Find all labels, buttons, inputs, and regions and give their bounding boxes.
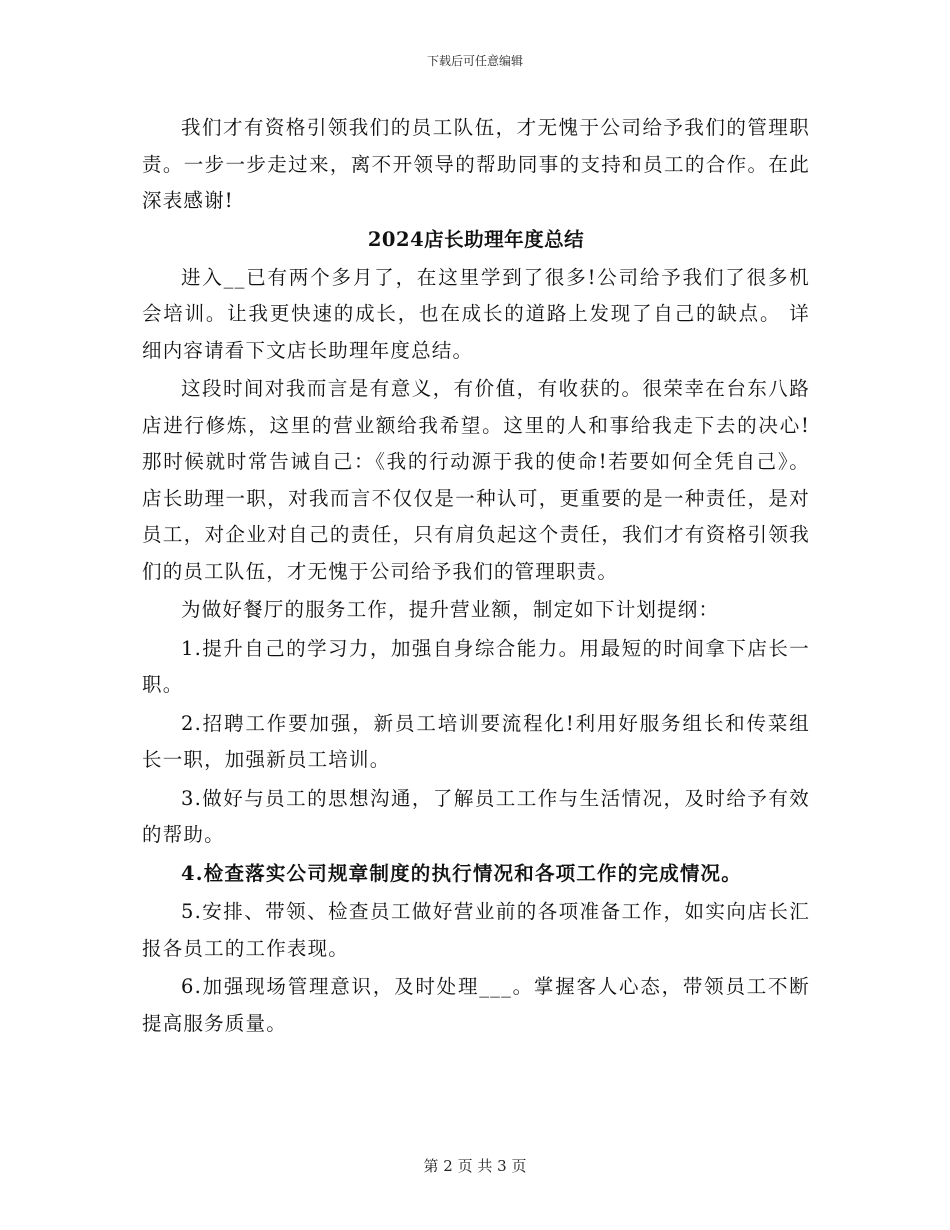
document-body	[142, 110, 810, 1042]
paragraph-plan-lead: 为做好餐厅的服务工作，提升营业额，制定如下计划提纲：	[181, 598, 720, 621]
paragraph-intro: 进入__已有两个多月了，在这里学到了很多!公司给予我们了很多机会培训。让我更快速的成长，也在成长的道路上发现了自己的缺点。 详细内容请看下文店长助理年度总结。	[142, 265, 810, 362]
plan-item-4: 4.检查落实公司规章制度的执行情况和各项工作的完成情况。	[181, 861, 742, 885]
intro-paragraph: 我们才有资格引领我们的员工队伍，才无愧于公司给予我们的管理职责。一步一步走过来，离不开领导的帮助同事的支持和员工的合作。在此深表感谢!	[142, 116, 810, 212]
plan-item-3: 3.做好与员工的思想沟通，了解员工工作与生活情况，及时给予有效的帮助。	[142, 786, 810, 846]
plan-item-1: 1.提升自己的学习力，加强自身综合能力。用最短的时间拿下店长一职。	[142, 636, 810, 696]
document-title: 2024店长助理年度总结	[367, 227, 585, 251]
plan-item-2: 2.招聘工作要加强，新员工培训要流程化!利用好服务组长和传菜组长一职，加强新员工培训。	[142, 711, 810, 771]
plan-item-5: 5.安排、带领、检查员工做好营业前的各项准备工作，如实向店长汇报各员工的工作表现。	[142, 900, 810, 960]
page-header: 下载后可任意编辑	[426, 54, 523, 68]
page-footer: 第 2 页 共 3 页	[423, 1157, 527, 1175]
plan-item-6: 6.加强现场管理意识，及时处理___。掌握客人心态，带领员工不断提高服务质量。	[142, 975, 810, 1035]
paragraph-reflection: 这段时间对我而言是有意义，有价值，有收获的。很荣幸在台东八路店进行修炼，这里的营业额给我希望。这里的人和事给我走下去的决心!那时候就时常告诫自己：《我的行动源于我的使命!若要如何全凭自己》。店长助理一职，对我而言不仅仅是一种认可，更重要的是一种责任，是对员工，对企业对自己的责任，只有肩负起这个责任，我们才有资格引领我们的员工队伍，才无愧于公司给予我们的管理职责。	[142, 377, 810, 583]
